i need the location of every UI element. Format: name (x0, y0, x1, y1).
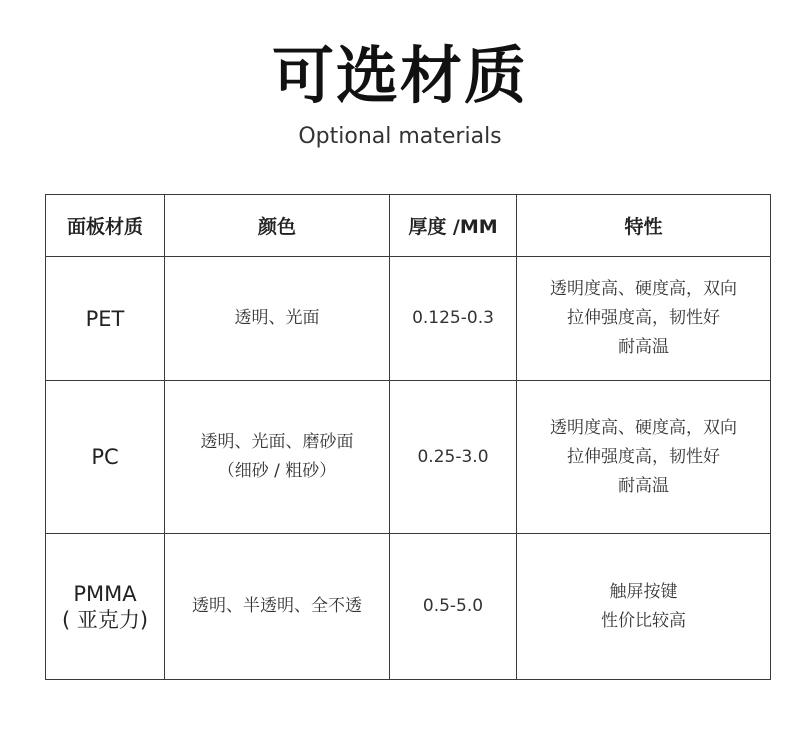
property-line: 透明度高、硬度高，双向 (550, 417, 737, 438)
page-subtitle: Optional materials (298, 124, 502, 149)
table-row (46, 381, 771, 534)
property-line: 触屏按键 (609, 581, 678, 602)
material-name: PC (91, 445, 119, 469)
properties-cell (517, 534, 771, 680)
property-line: 拉伸强度高，韧性好 (567, 308, 720, 328)
material-name: PMMA (73, 581, 137, 606)
table-row (46, 534, 771, 680)
color-text: （细砂 / 粗砂） (217, 461, 337, 481)
table-header-row (46, 195, 771, 257)
color-cell (165, 534, 390, 680)
header-thickness: 厚度 /MM (390, 195, 517, 257)
material-alias: ( 亚克力) (61, 607, 149, 632)
material-cell (46, 257, 165, 381)
property-line: 性价比较高 (601, 610, 686, 631)
color-text: 透明、半透明、全不透 (192, 596, 362, 616)
property-line: 拉伸强度高，韧性好 (567, 446, 720, 467)
color-text: 透明、光面、磨砂面 (200, 432, 354, 452)
material-cell (46, 381, 165, 534)
properties-cell (517, 381, 771, 534)
properties-cell (517, 257, 771, 381)
color-cell (165, 257, 390, 381)
page-title: 可选材质 (271, 39, 528, 112)
material-cell (46, 534, 165, 680)
property-line: 耐高温 (618, 337, 669, 357)
header-material: 面板材质 (46, 195, 165, 257)
thickness-cell: 0.5-5.0 (390, 534, 517, 680)
materials-table (45, 194, 771, 680)
header-properties: 特性 (517, 195, 771, 257)
table-row (46, 257, 771, 381)
thickness-cell: 0.25-3.0 (390, 381, 517, 534)
property-line: 耐高温 (618, 475, 669, 496)
property-line: 透明度高、硬度高，双向 (550, 279, 737, 299)
color-cell (165, 381, 390, 534)
color-text: 透明、光面 (234, 308, 320, 328)
thickness-cell: 0.125-0.3 (390, 257, 517, 381)
header-color: 颜色 (165, 195, 390, 257)
material-name: PET (85, 306, 125, 331)
